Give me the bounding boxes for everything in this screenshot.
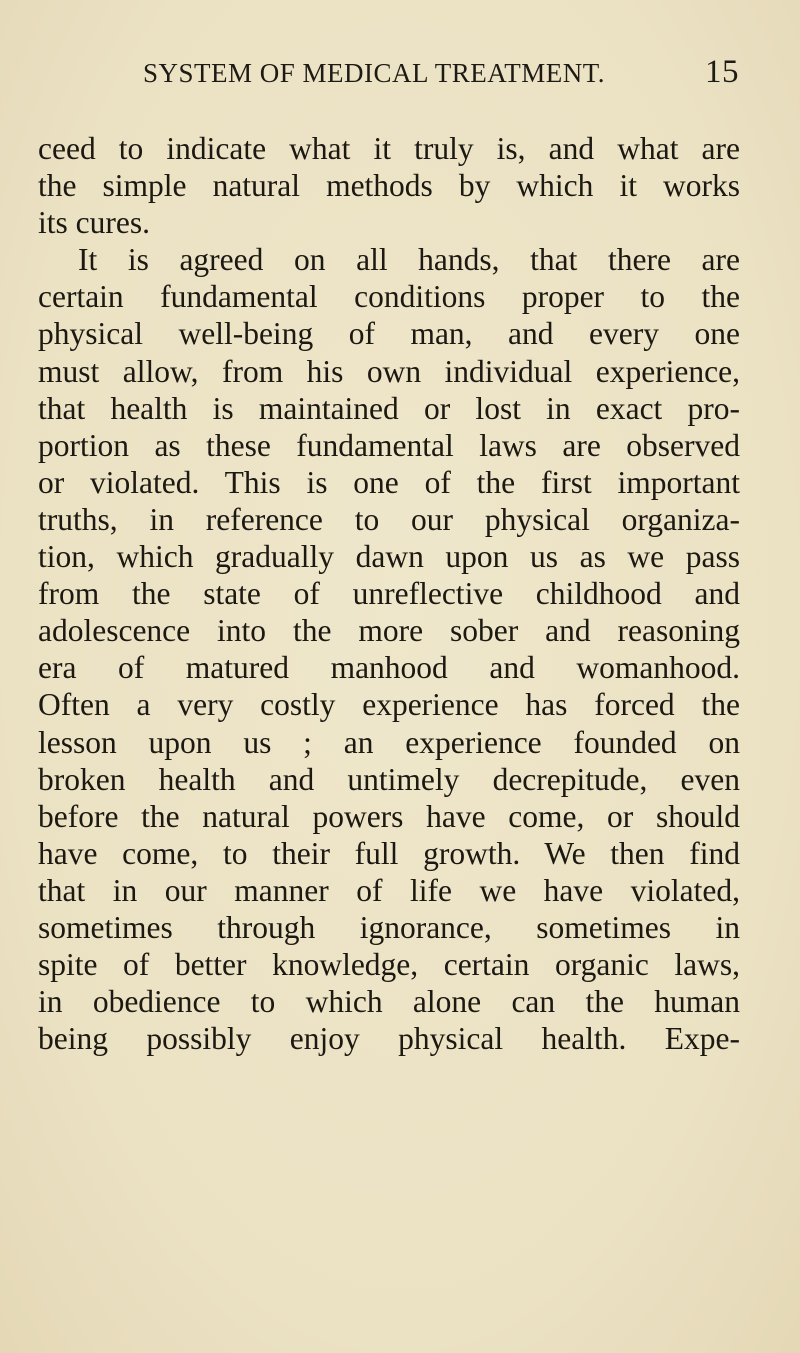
text-line: sometimes through ignorance, sometimes in [38,909,740,945]
text-line: era of matured manhood and womanhood. [38,650,740,686]
body-text [38,130,740,1057]
text-line: being possibly enjoy physical health. Expe- [38,1021,740,1057]
page-number: 15 [705,54,739,90]
text-line: adolescence into the more sober and reasoning [38,613,740,649]
text-line: have come, to their full growth. We then find [38,835,740,871]
text-line: certain fundamental conditions proper to the [38,279,740,315]
text-line: spite of better knowledge, certain organic laws, [38,947,740,983]
text-line: truths, in reference to our physical organiza- [38,501,740,537]
text-line: broken health and untimely decrepitude, even [38,761,740,797]
text-line: portion as these fundamental laws are observed [38,427,740,463]
text-line: must allow, from his own individual experience, [38,353,740,389]
text-line: tion, which gradually dawn upon us as we pass [38,539,740,575]
text-line: the simple natural methods by which it works [38,168,740,204]
text-line: It is agreed on all hands, that there are [78,242,740,278]
text-line: that in our manner of life we have violated, [38,872,740,908]
text-line: physical well-being of man, and every one [38,316,740,352]
text-line: Often a very costly experience has forced the [38,687,740,723]
text-line: in obedience to which alone can the human [38,984,740,1020]
text-line: ceed to indicate what it truly is, and what are [38,131,740,166]
text-line: before the natural powers have come, or should [38,798,740,834]
text-line: lesson upon us ; an experience founded on [38,724,740,760]
text-line: its cures. [38,205,150,241]
text-line: that health is maintained or lost in exact pro- [38,390,740,426]
running-head-title: SYSTEM OF MEDICAL TREATMENT. [143,58,606,88]
text-line: from the state of unreflective childhood and [38,576,740,612]
text-line: or violated. This is one of the first important [38,464,740,500]
